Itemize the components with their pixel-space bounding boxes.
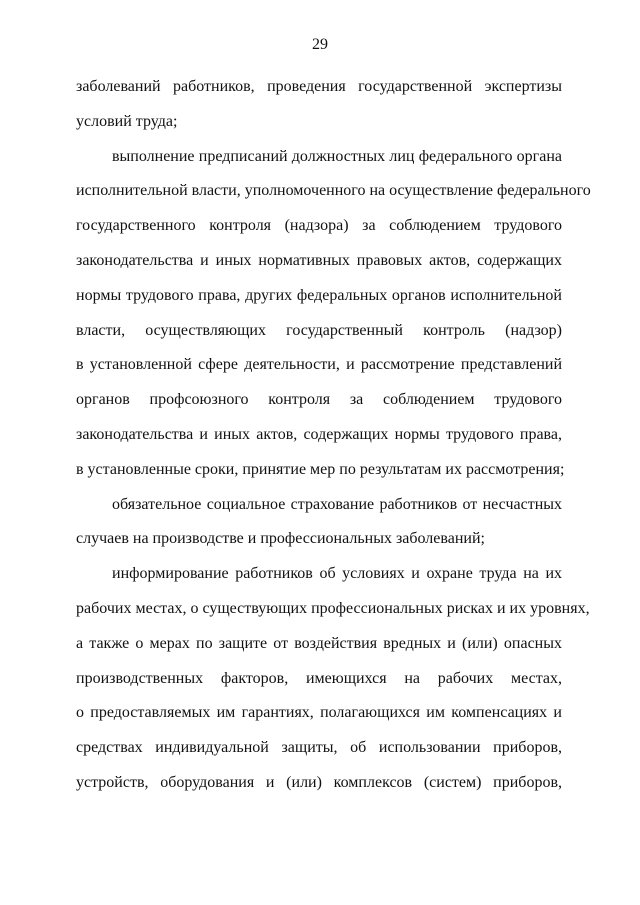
text-line: законодательства и иных нормативных правовых актов, содержащих	[76, 251, 562, 269]
text-line: а также о мерах по защите от воздействия вредных и (или) опасных	[76, 634, 562, 652]
page-number: 29	[312, 36, 328, 53]
text-line: устройств, оборудования и (или) комплексов (систем) приборов,	[76, 773, 562, 791]
text-line: исполнительной власти, уполномоченного на осуществление федерального	[76, 182, 591, 200]
text-line: законодательства и иных актов, содержащих нормы трудового права,	[76, 425, 562, 443]
text-line: рабочих местах, о существующих профессиональных рисках и их уровнях,	[76, 599, 590, 617]
text-line: власти, осуществляющих государственный контроль (надзор)	[76, 321, 562, 339]
text-line: нормы трудового права, других федеральных органов исполнительной	[76, 286, 562, 304]
text-line: в установленные сроки, принятие мер по результатам их рассмотрения;	[76, 460, 565, 478]
text-line: производственных факторов, имеющихся на рабочих местах,	[76, 669, 562, 687]
text-line: в установленной сфере деятельности, и рассмотрение представлений	[76, 356, 562, 374]
text-line: случаев на производстве и профессиональных заболеваний;	[76, 530, 485, 548]
text-line: государственного контроля (надзора) за соблюдением трудового	[76, 217, 562, 235]
text-line: органов профсоюзного контроля за соблюдением трудового	[76, 391, 562, 409]
paragraph-first-line: выполнение предписаний должностных лиц федерального органа	[112, 147, 562, 165]
text-line: о предоставляемых им гарантиях, полагающихся им компенсациях и	[76, 704, 562, 722]
paragraph-first-line: информирование работников об условиях и охране труда на их	[112, 565, 562, 583]
text-line: средствах индивидуальной защиты, об использовании приборов,	[76, 739, 562, 757]
text-line: условий труда;	[76, 112, 178, 130]
text-line: заболеваний работников, проведения государственной экспертизы	[76, 78, 562, 95]
document-body	[76, 70, 591, 801]
paragraph-first-line: обязательное социальное страхование работников от несчастных	[112, 495, 562, 513]
